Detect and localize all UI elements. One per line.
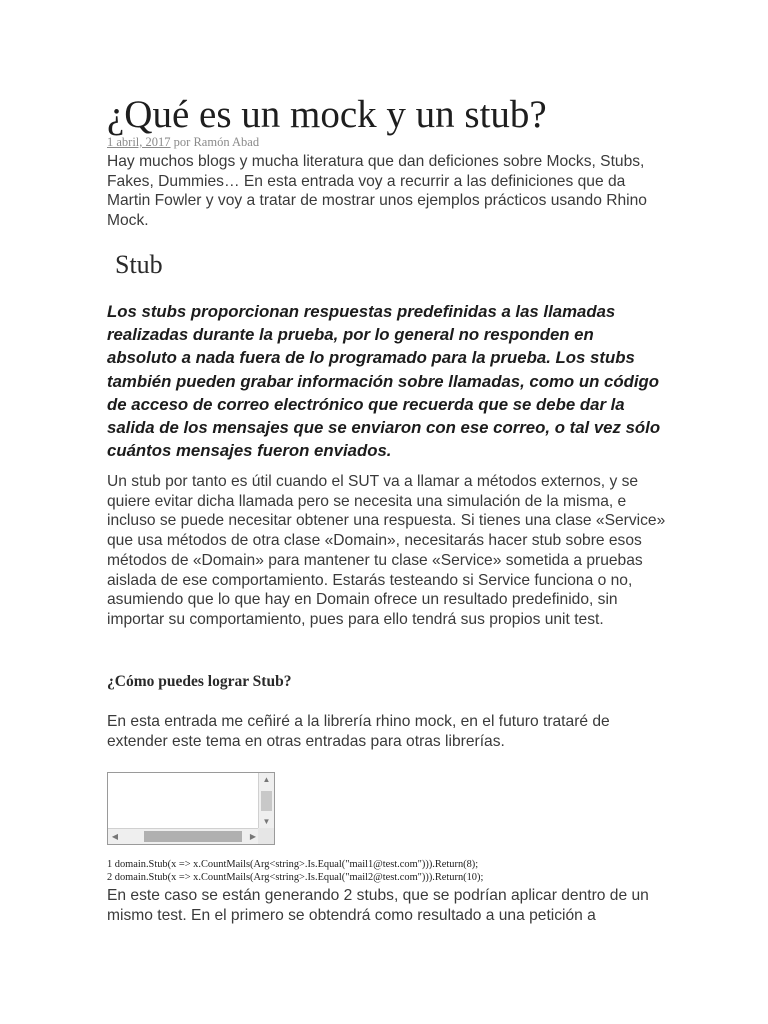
post-meta [107, 135, 259, 150]
rhino-paragraph: En esta entrada me ceñiré a la librería rhino mock, en el futuro trataré de extender este tema en otras entradas para otras librerías. [107, 713, 610, 750]
how-heading: ¿Cómo puedes lograr Stub? [107, 673, 292, 690]
horizontal-scrollbar[interactable] [108, 828, 260, 844]
arrow-right-icon[interactable]: ▶ [249, 832, 257, 841]
code-line-1: 1 domain.Stub(x => x.CountMails(Arg<string>.Is.Equal("mail1@test.com"))).Return(8); [107, 859, 479, 870]
stub-heading: Stub [115, 250, 163, 279]
code-line-2: 2 domain.Stub(x => x.CountMails(Arg<string>.Is.Equal("mail2@test.com"))).Return(10); [107, 872, 484, 883]
intro-paragraph: Hay muchos blogs y mucha literatura que dan deficiones sobre Mocks, Stubs, Fakes, Dummies… En esta entrada voy a recurrir a las definiciones que da Martin Fowler y voy a tratar de mostrar unos ejemplos prácticos usando Rhino Mock. [107, 153, 647, 230]
post-date-link[interactable]: 1 abril, 2017 [107, 135, 171, 149]
arrow-left-icon[interactable]: ◀ [111, 832, 119, 841]
vertical-scroll-thumb[interactable] [261, 791, 272, 811]
stub-definition-quote: Los stubs proporcionan respuestas predefinidas a las llamadas realizadas durante la prueba, por lo general no responden en absoluto a nada fuera de lo programado para la prueba. Los stubs también pueden grabar información sobre llamadas, como un código de acceso de correo electrónico que recuerda que se debe dar la salida de los mensajes que se enviaron con ese correo, o tal vez sólo cuántos mensajes fueron enviados. [107, 302, 661, 461]
by-label: por [173, 135, 191, 149]
final-paragraph: En este caso se están generando 2 stubs, que se podrían aplicar dentro de un mismo test. En el primero se obtendrá como resultado a una petición a [107, 887, 649, 924]
article-title: ¿Qué es un mock y un stub? [107, 93, 547, 136]
vertical-scrollbar[interactable] [258, 773, 274, 829]
arrow-up-icon[interactable]: ▲ [262, 775, 271, 784]
horizontal-scroll-thumb[interactable] [144, 831, 242, 842]
arrow-down-icon[interactable]: ▼ [262, 817, 271, 826]
author-link[interactable]: Ramón Abad [193, 135, 260, 149]
scrollbar-corner [258, 828, 274, 844]
code-box[interactable] [107, 772, 275, 845]
stub-explanation-paragraph: Un stub por tanto es útil cuando el SUT va a llamar a métodos externos, y se quiere evitar dicha llamada pero se necesita una simulación de la misma, e incluso se puede necesitar obtener una respuesta. Si tienes una clase «Service» que usa métodos de otra clase «Domain», necesitarás hacer stub sobre esos métodos de «Domain» para mantener tu clase «Service» sometida a pruebas aislada de ese comportamiento. Estarás testeando si Service funciona o no, asumiendo que lo que hay en Domain ofrece un resultado predefinido, sin importar su comportamiento, pues para ello tendrá sus propios unit test. [107, 473, 666, 628]
